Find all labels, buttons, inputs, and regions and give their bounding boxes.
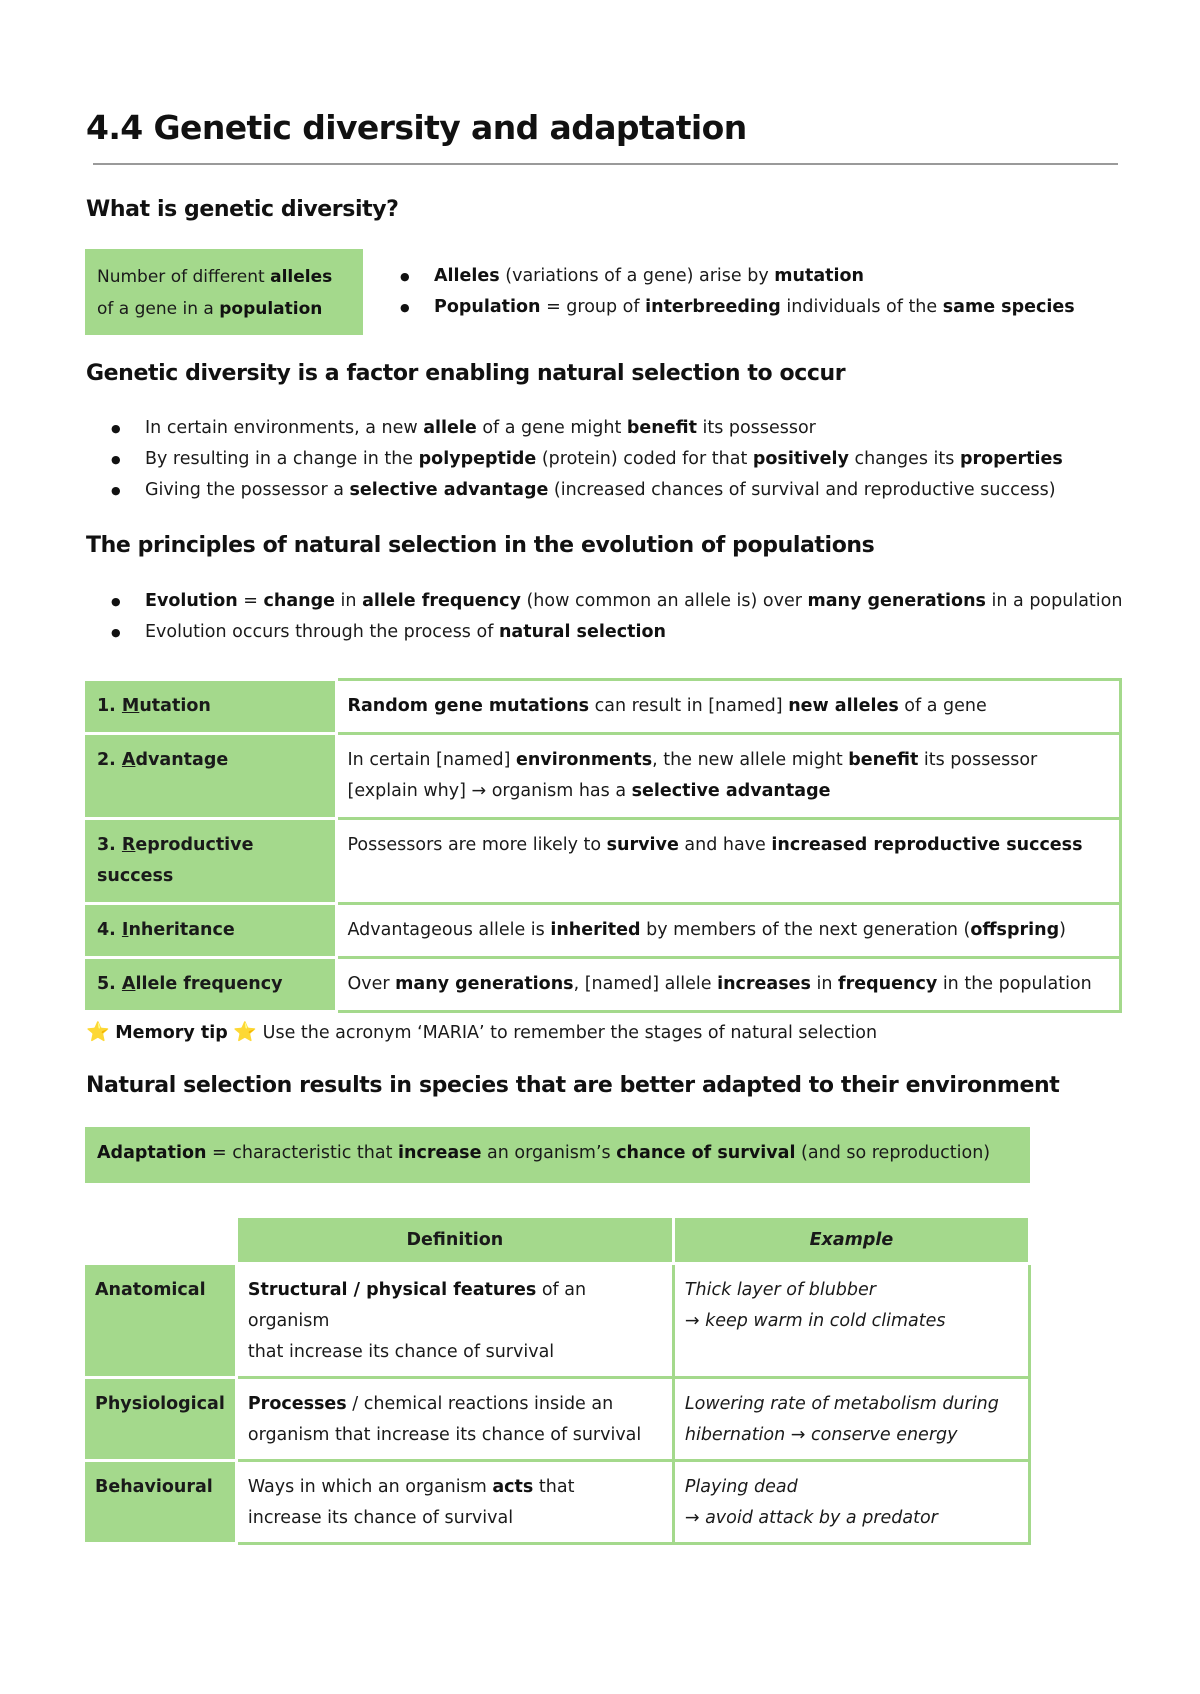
list-item: ● Alleles (variations of a gene) arise by mutation — [434, 261, 1075, 292]
stage-description: Random gene mutations can result in [named] new alleles of a gene — [336, 680, 1121, 734]
definition-bullets — [434, 261, 1075, 323]
definition-cell: Structural / physical features of an organism that increase its chance of survival — [236, 1264, 673, 1378]
natural-selection-stages-table — [85, 678, 1122, 1013]
adaptation-types-table — [85, 1215, 1031, 1545]
table-row — [86, 904, 1121, 958]
blank-corner-cell — [85, 1217, 236, 1264]
example-cell: Thick layer of blubber → keep warm in cold climates — [673, 1264, 1029, 1378]
table-row — [86, 680, 1121, 734]
stage-label: 1. Mutation — [86, 680, 336, 734]
stage-label: 3. Reproductive success — [86, 819, 336, 904]
stage-description: Over many generations, [named] allele increases in frequency in the population — [336, 958, 1121, 1012]
stage-label: 5. Allele frequency — [86, 958, 336, 1012]
column-header-example: Example — [673, 1217, 1029, 1264]
list-item: ● In certain environments, a new allele of a gene might benefit its possessor — [145, 413, 1063, 444]
example-cell: Playing dead → avoid attack by a predator — [673, 1461, 1029, 1544]
heading-principles-natural-selection: The principles of natural selection in the evolution of populations — [86, 533, 875, 558]
memory-tip — [86, 1017, 877, 1049]
row-header-anatomical: Anatomical — [85, 1264, 236, 1378]
page-title: 4.4 Genetic diversity and adaptation — [86, 108, 747, 147]
adaptation-definition-box: Adaptation = characteristic that increase an organism’s chance of survival (and so reproduction) — [85, 1127, 1030, 1183]
stage-description: Possessors are more likely to survive and have increased reproductive success — [336, 819, 1121, 904]
memory-tip-text: Use the acronym ‘MARIA’ to remember the stages of natural selection — [262, 1023, 878, 1043]
genetic-diversity-bullets — [145, 413, 1063, 506]
example-cell: Lowering rate of metabolism during hibernation → conserve energy — [673, 1378, 1029, 1461]
definition-line-2: of a gene in a population — [97, 299, 323, 319]
memory-tip-label: Memory tip — [115, 1023, 228, 1043]
stage-label: 2. Advantage — [86, 734, 336, 819]
stage-description: Advantageous allele is inherited by members of the next generation (offspring) — [336, 904, 1121, 958]
table-row — [86, 819, 1121, 904]
stage-description: In certain [named] environments, the new allele might benefit its possessor [explain why] → organism has a selective advantage — [336, 734, 1121, 819]
table-row — [85, 1264, 1030, 1378]
row-header-behavioural: Behavioural — [85, 1461, 236, 1544]
table-row — [86, 958, 1121, 1012]
evolution-bullets — [145, 586, 1122, 648]
definition-line-1: Number of different alleles — [97, 267, 333, 287]
table-header-row — [85, 1217, 1030, 1264]
table-row — [85, 1461, 1030, 1544]
stage-label: 4. Inheritance — [86, 904, 336, 958]
title-divider — [93, 163, 1118, 165]
definition-box — [85, 249, 363, 335]
table-row — [86, 734, 1121, 819]
list-item: ● Population = group of interbreeding individuals of the same species — [434, 292, 1075, 323]
heading-better-adapted: Natural selection results in species that are better adapted to their environment — [86, 1073, 1060, 1098]
heading-what-is-genetic-diversity: What is genetic diversity? — [86, 197, 399, 222]
row-header-physiological: Physiological — [85, 1378, 236, 1461]
heading-genetic-diversity-factor: Genetic diversity is a factor enabling natural selection to occur — [86, 361, 846, 386]
star-icon: ⭐ — [233, 1021, 258, 1043]
definition-cell: Processes / chemical reactions inside an organism that increase its chance of survival — [236, 1378, 673, 1461]
definition-cell: Ways in which an organism acts that increase its chance of survival — [236, 1461, 673, 1544]
list-item: ● Evolution = change in allele frequency (how common an allele is) over many generations in a population — [145, 586, 1122, 617]
table-row — [85, 1378, 1030, 1461]
list-item: ● Giving the possessor a selective advantage (increased chances of survival and reproductive success) — [145, 475, 1063, 506]
star-icon: ⭐ — [86, 1021, 110, 1043]
list-item: ● Evolution occurs through the process of natural selection — [145, 617, 1122, 648]
column-header-definition: Definition — [236, 1217, 673, 1264]
list-item: ● By resulting in a change in the polypeptide (protein) coded for that positively changes its properties — [145, 444, 1063, 475]
